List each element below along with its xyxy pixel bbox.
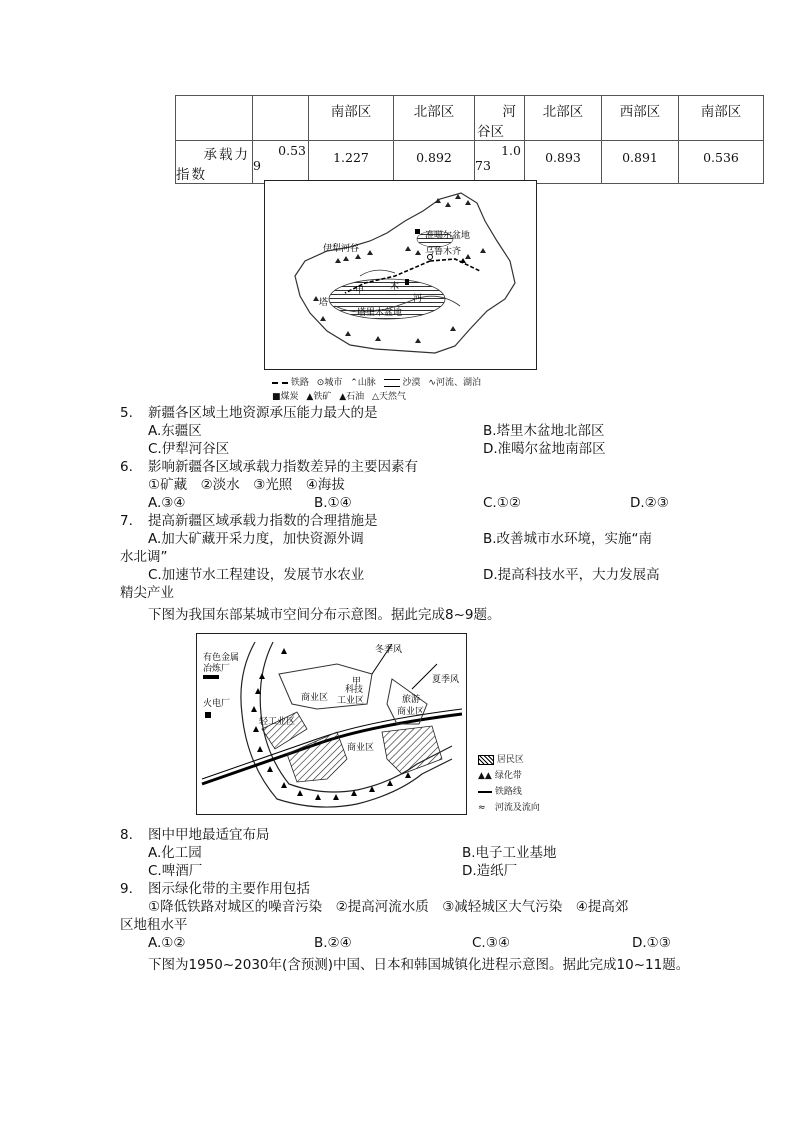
railway xyxy=(430,259,480,271)
option-c: C.③④ xyxy=(472,935,510,951)
map-label: 商业区 xyxy=(347,743,375,753)
map-label: 商业区 xyxy=(397,707,425,717)
map-label: 甲 xyxy=(352,677,362,687)
table-value-cell: 0.893 xyxy=(525,141,602,184)
map-label: 夏季风 xyxy=(432,675,460,685)
map-label: 准噶尔盆地 xyxy=(425,231,471,241)
iron-legend-icon: ▲ xyxy=(306,392,314,402)
power-plant-icon xyxy=(205,712,211,718)
question-stem: 提高新疆区域承载力指数的合理措施是 xyxy=(148,513,378,529)
map-label: 科技 xyxy=(345,685,364,695)
railway-legend-icon xyxy=(272,382,288,384)
legend-railway: 铁路线 xyxy=(478,784,540,800)
desert-legend-icon xyxy=(384,379,400,387)
option-a: A.化工园 xyxy=(148,845,202,861)
xinjiang-map-drawing xyxy=(265,181,536,369)
table-header-cell: 北部区 xyxy=(394,96,475,141)
table-value-cell: 0.536 xyxy=(679,141,764,184)
option-c: C.伊犁河谷区 xyxy=(148,441,230,457)
option-d-continued: 精尖产业 xyxy=(120,585,174,601)
option-b: B.电子工业基地 xyxy=(462,845,557,861)
option-d: D.②③ xyxy=(630,495,669,511)
option-a: A.加大矿藏开采力度，加快资源外调 xyxy=(148,531,364,547)
question-items: ①降低铁路对城区的噪音污染 ②提高河流水质 ③减轻城区大气污染 ④提高郊 xyxy=(148,899,629,915)
map-label: 工业区 xyxy=(337,696,365,706)
map1-legend-row2: ■煤炭 ▲铁矿 ▲石油 △天然气 xyxy=(272,392,406,402)
gas-legend-icon: △ xyxy=(372,392,379,402)
question-number: 8. xyxy=(120,827,133,843)
option-b: B.改善城市水环境，实施“南 xyxy=(483,531,653,547)
map-label: 冶炼厂 xyxy=(203,664,231,674)
question-stem: 图示绿化带的主要作用包括 xyxy=(148,881,310,897)
map-label: 轻工业区 xyxy=(259,717,296,727)
table-header-empty xyxy=(176,96,253,141)
coal-icon xyxy=(415,229,420,234)
question-number: 9. xyxy=(120,881,133,897)
option-c: C.啤酒厂 xyxy=(148,863,203,879)
river xyxy=(360,270,395,276)
carrying-capacity-table xyxy=(175,95,764,184)
option-d: D.造纸厂 xyxy=(462,863,518,879)
question-stem: 图中甲地最适宜布局 xyxy=(148,827,270,843)
table-header-empty xyxy=(253,96,309,141)
map1-legend-row1: 铁路 ⊙城市 ⌃山脉 沙漠 ∿河流、湖泊 xyxy=(272,375,481,388)
region-outline xyxy=(295,193,515,353)
option-b-continued: 水北调” xyxy=(120,549,168,565)
table-header-cell: 河 谷区 xyxy=(475,96,525,141)
table-row-label: 承载力 指数 xyxy=(176,141,253,184)
legend-greenbelt: ▲▲ 绿化带 xyxy=(478,768,540,784)
map-label: 塔 xyxy=(319,298,329,308)
oil-legend-icon: ▲ xyxy=(339,392,347,402)
table-value-cell: 1.0 73 xyxy=(475,141,525,184)
mountain-legend-icon: ⌃ xyxy=(350,378,358,388)
residential-legend-icon xyxy=(478,755,494,765)
question-number: 6. xyxy=(120,459,133,475)
table-header-cell: 南部区 xyxy=(309,96,394,141)
map-label: 乌鲁木齐 xyxy=(425,247,462,257)
greenbelt-legend-icon: ▲▲ xyxy=(478,771,492,781)
xinjiang-map xyxy=(264,180,537,370)
question-number: 5. xyxy=(120,405,133,421)
table-header-cell: 西部区 xyxy=(602,96,679,141)
legend-residential: 居民区 xyxy=(478,752,540,768)
option-b: B.①④ xyxy=(314,495,352,511)
map-label: 火电厂 xyxy=(203,699,231,709)
city-map-drawing xyxy=(197,634,466,814)
map-label: 河 xyxy=(413,294,423,304)
question-stem: 新疆各区域土地资源承压能力最大的是 xyxy=(148,405,378,421)
option-c: C.加速节水工程建设，发展节水农业 xyxy=(148,567,365,583)
coal-legend-icon: ■ xyxy=(272,392,281,402)
option-d: D.①③ xyxy=(632,935,671,951)
railway-legend-icon xyxy=(478,791,492,793)
question-items: ①矿藏 ②淡水 ③光照 ④海拔 xyxy=(148,477,345,493)
question-stem: 影响新疆各区域承载力指数差异的主要因素有 xyxy=(148,459,418,475)
option-a: A.东疆区 xyxy=(148,423,202,439)
map-label: 旅游 xyxy=(402,695,421,705)
map-label: 有色金属 xyxy=(203,653,240,663)
city-legend-icon: ⊙ xyxy=(316,378,325,388)
city-map-legend xyxy=(478,752,540,816)
river-legend-icon: ≈ xyxy=(478,803,486,813)
option-b: B.②④ xyxy=(314,935,352,951)
table-header-cell: 北部区 xyxy=(525,96,602,141)
map-label: 木 xyxy=(390,282,400,292)
map-label: 塔里木盆地 xyxy=(357,308,403,318)
option-a: A.①② xyxy=(148,935,186,951)
map-label: 冬季风 xyxy=(375,645,403,655)
table-value-cell: 0.891 xyxy=(602,141,679,184)
iron-icon xyxy=(460,258,466,263)
option-b: B.塔里木盆地北部区 xyxy=(483,423,605,439)
map-label: 甲 xyxy=(355,286,365,296)
option-c: C.①② xyxy=(483,495,521,511)
option-d: D.提高科技水平，大力发展高 xyxy=(483,567,660,583)
city-map xyxy=(196,633,467,815)
option-a: A.③④ xyxy=(148,495,186,511)
table-value-cell: 1.227 xyxy=(309,141,394,184)
residential-zone xyxy=(382,726,442,774)
intro-text: 下图为1950~2030年(含预测)中国、日本和韩国城镇化进程示意图。据此完成10~11题。 xyxy=(148,957,690,973)
smelter-icon xyxy=(203,675,219,679)
map-label: 伊犁河谷 xyxy=(323,244,360,254)
table-header-cell: 南部区 xyxy=(679,96,764,141)
intro-text: 下图为我国东部某城市空间分布示意图。据此完成8~9题。 xyxy=(148,607,501,623)
oil-icon xyxy=(405,279,409,285)
mountain-symbols xyxy=(313,194,486,343)
option-d: D.准噶尔盆地南部区 xyxy=(483,441,606,457)
table-value-cell: 0.892 xyxy=(394,141,475,184)
legend-river: ≈ 河流及流向 xyxy=(478,800,540,816)
question-items-continued: 区地租水平 xyxy=(120,917,188,933)
map-label: 商业区 xyxy=(301,693,329,703)
river-legend-icon: ∿ xyxy=(428,378,436,388)
question-number: 7. xyxy=(120,513,133,529)
table-value-cell: 0.53 9 xyxy=(253,141,309,184)
